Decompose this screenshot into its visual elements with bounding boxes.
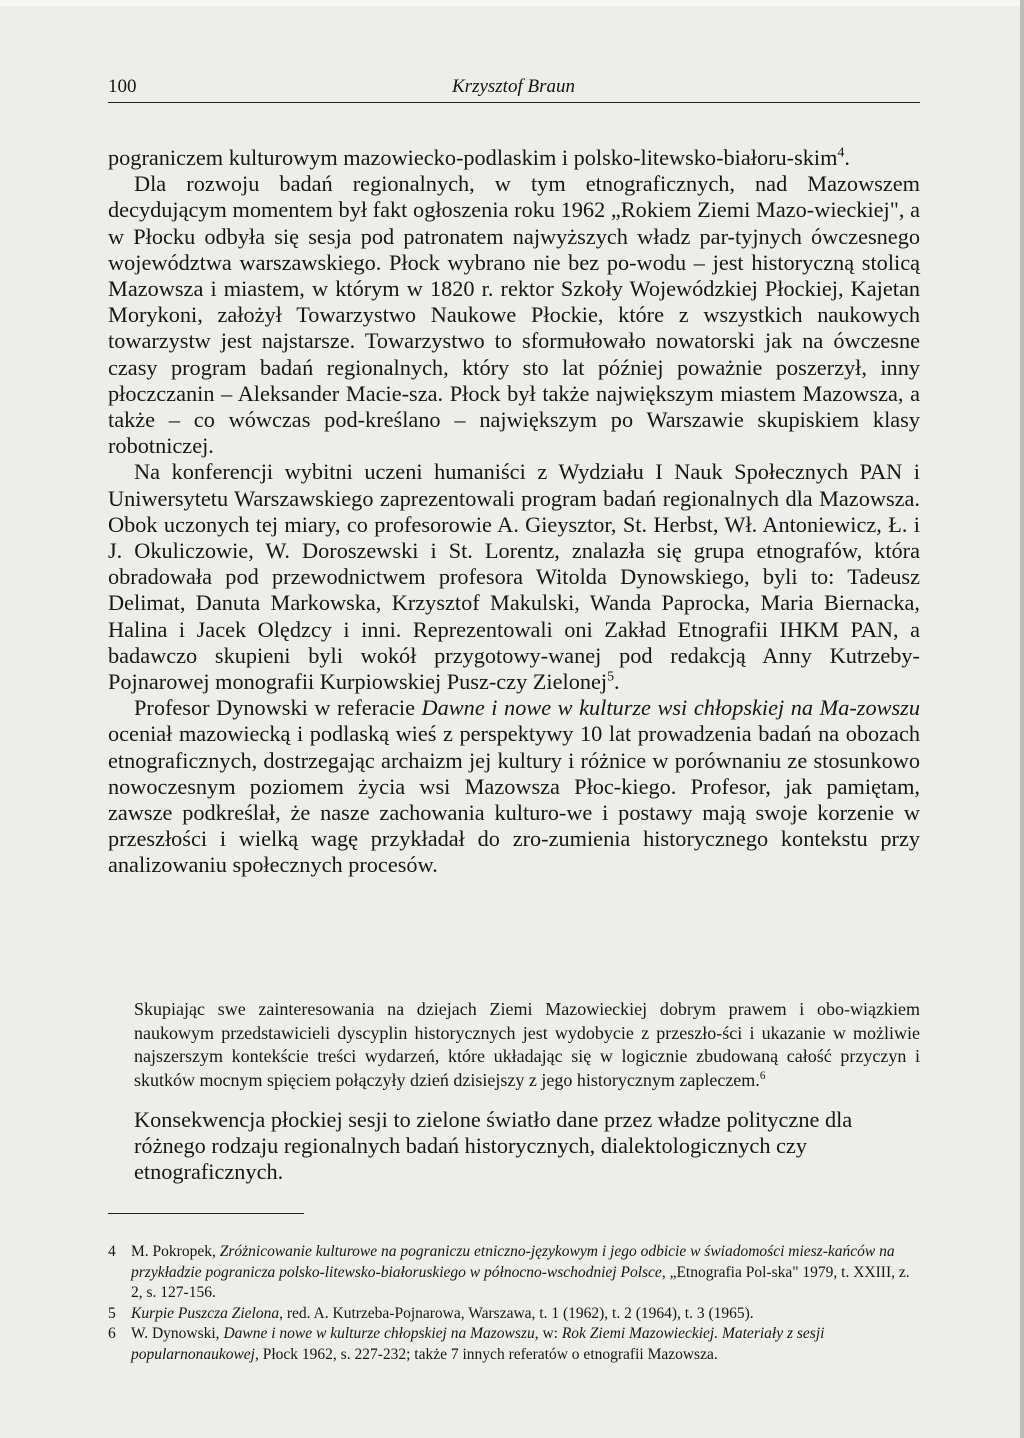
footnote-details: , „Etnografia Pol-ska" 1979, t. XXIII, z. 2, s. 127-156. xyxy=(131,1263,910,1302)
paragraph-4-lead: Profesor Dynowski w referacie xyxy=(134,695,422,721)
footnote-ref-6[interactable]: 6 xyxy=(759,1069,766,1082)
paragraph-4-title: Dawne i nowe w kulturze wsi chłopskiej na Ma-zowszu xyxy=(421,695,920,721)
footnote-title: Zróżnicowanie kulturowe na pograniczu etniczno-językowym i jego odbicie w świadomości miesz-kańców na przykładzie pogranicza polsko-litewsko-białoruskiego w północno-wschodniej Polsce xyxy=(131,1243,895,1281)
block-quote xyxy=(134,998,920,1092)
footnote-author: W. Dynowski, xyxy=(131,1325,224,1343)
footnote-details: , Płock 1962, s. 227-232; także 7 innych referatów o etnografii Mazowsza. xyxy=(255,1345,718,1363)
footnote-number: 6 xyxy=(108,1325,116,1343)
paragraph-1 xyxy=(108,145,920,171)
footnote-details: , red. A. Kutrzeba-Pojnarowa, Warszawa, t. 1 (1962), t. 2 (1964), t. 3 (1965). xyxy=(279,1304,754,1322)
main-text xyxy=(108,145,920,879)
page-number: 100 xyxy=(108,76,137,97)
paragraph-3-text: Na konferencji wybitni uczeni humaniści z Wydziału I Nauk Społecznych PAN i Uniwersytetu Warszawskiego zaprezentowali program badań regionalnych dla Mazowsza. Obok uczonych tej miary, co profesorowie A. Gieysztor, St. Herbst, Wł. Antoniewicz, Ł. i J. Okuliczowie, W. Doroszewski i St. Lorentz, znalazła się grupa etnografów, która obradowała pod przewodnictwem profesora Witolda Dynowskiego, byli to: Tadeusz Delimat, Danuta Markowska, Krzysztof Makulski, Wanda Paprocka, Maria Biernacka, Halina i Jacek Olędzcy i inni. Reprezentowali oni Zakład Etnografii IHKM PAN, a badawczo skupieni byli wokół przygotowy-wanej pod redakcją Anny Kutrzeby-Pojnarowej monografii Kurpiowskiej Pusz-czy Zielonej xyxy=(108,459,920,695)
footnote-6 xyxy=(108,1324,920,1365)
footnote-number: 4 xyxy=(108,1243,116,1260)
footnote-title: Dawne i nowe w kulturze chłopskiej na Mazowszu xyxy=(223,1325,535,1343)
footnote-connector: , w: xyxy=(534,1325,562,1343)
footnote-source-title: Rok Ziemi Mazowieckiej. Materiały z sesji popularnonaukowej xyxy=(131,1325,825,1363)
block-quote-paragraph xyxy=(134,998,920,1092)
paragraph-4-text: oceniał mazowiecką i podlaską wieś z perspektywy 10 lat prowadzenia badań na obozach etnograficznych, dostrzegając archaizm jej kultury i różnice w porównaniu ze stosunkowo nowoczesnym poziomem życia wsi Mazowsza Płoc-kiego. Profesor, jak pamiętam, zawsze podkreślał, że nasze zachowania kulturo-we i postawy mają swoje korzenie w przeszłości i wielką wagę przykładał do zro-zumienia historycznego kontekstu przy analizowaniu społecznych procesów. xyxy=(108,721,920,878)
footnote-number: 5 xyxy=(108,1304,116,1322)
footnote-5 xyxy=(108,1304,920,1325)
paragraph-4 xyxy=(108,695,920,878)
paragraph-2: Dla rozwoju badań regionalnych, w tym etnograficznych, nad Mazowszem decydującym momentem był fakt ogłoszenia roku 1962 „Rokiem Ziemi Mazo-wieckiej", a w Płocku odbyła się sesja pod patronatem najwyższych władz par-tyjnych ówczesnego województwa warszawskiego. Płock wybrano nie bez po-wodu – jest historyczną stolicą Mazowsza i miastem, w którym w 1820 r. rektor Szkoły Wojewódzkiej Płockiej, Kajetan Morykoni, założył Towarzystwo Naukowe Płockie, które z wszystkich naukowych towarzystw jest najstarsze. Towarzystwo to sformułowało nowatorski jak na ówczesne czasy program badań regionalnych, który sto lat później poważnie poszerzył, inny płoczczanin – Aleksander Macie-sza. Płock był także największym miastem Mazowsza, a także – co wówczas pod-kreślano – największym po Warszawie skupiskiem klasy robotniczej. xyxy=(108,171,920,459)
footnote-author: M. Pokropek, xyxy=(131,1243,220,1260)
footnote-title: Kurpie Puszcza Zielona xyxy=(131,1304,280,1322)
conclusion-paragraph xyxy=(134,1107,920,1186)
page-header xyxy=(108,72,920,103)
footnotes xyxy=(108,1242,920,1366)
block-quote-text: Skupiając swe zainteresowania na dziejach Ziemi Mazowieckiej dobrym prawem i obo-wiązkiem naukowym przedstawicieli dyscyplin historycznych jest wydobycie z przeszło-ści i ukazanie w możliwie najszerszym kontekście treści wydarzeń, które układając się w logicznie zbudowaną całość przyczyn i skutków mocnym spięciem połączyły dzień dzisiejszy z jego historycznym zapleczem. xyxy=(134,999,920,1090)
footnote-ref-4[interactable]: 4 xyxy=(837,144,845,160)
paragraph-1-text: pograniczem kulturowym mazowiecko-podlaskim i polsko-litewsko-białoru-skim xyxy=(108,145,838,170)
paragraph-3-end: . xyxy=(614,669,620,695)
footnote-separator xyxy=(108,1213,304,1214)
footnote-4 xyxy=(108,1242,920,1304)
paragraph-3 xyxy=(108,459,920,695)
conclusion-text: Konsekwencja płockiej sesji to zielone światło dane przez władze polityczne dla różnego rodzaju regionalnych badań historycznych, dialektologicznych czy etnograficznych. xyxy=(134,1107,853,1185)
paragraph-1-end: . xyxy=(844,145,850,170)
running-head-author: Krzysztof Braun xyxy=(452,76,575,97)
footnote-ref-5[interactable]: 5 xyxy=(607,668,614,684)
